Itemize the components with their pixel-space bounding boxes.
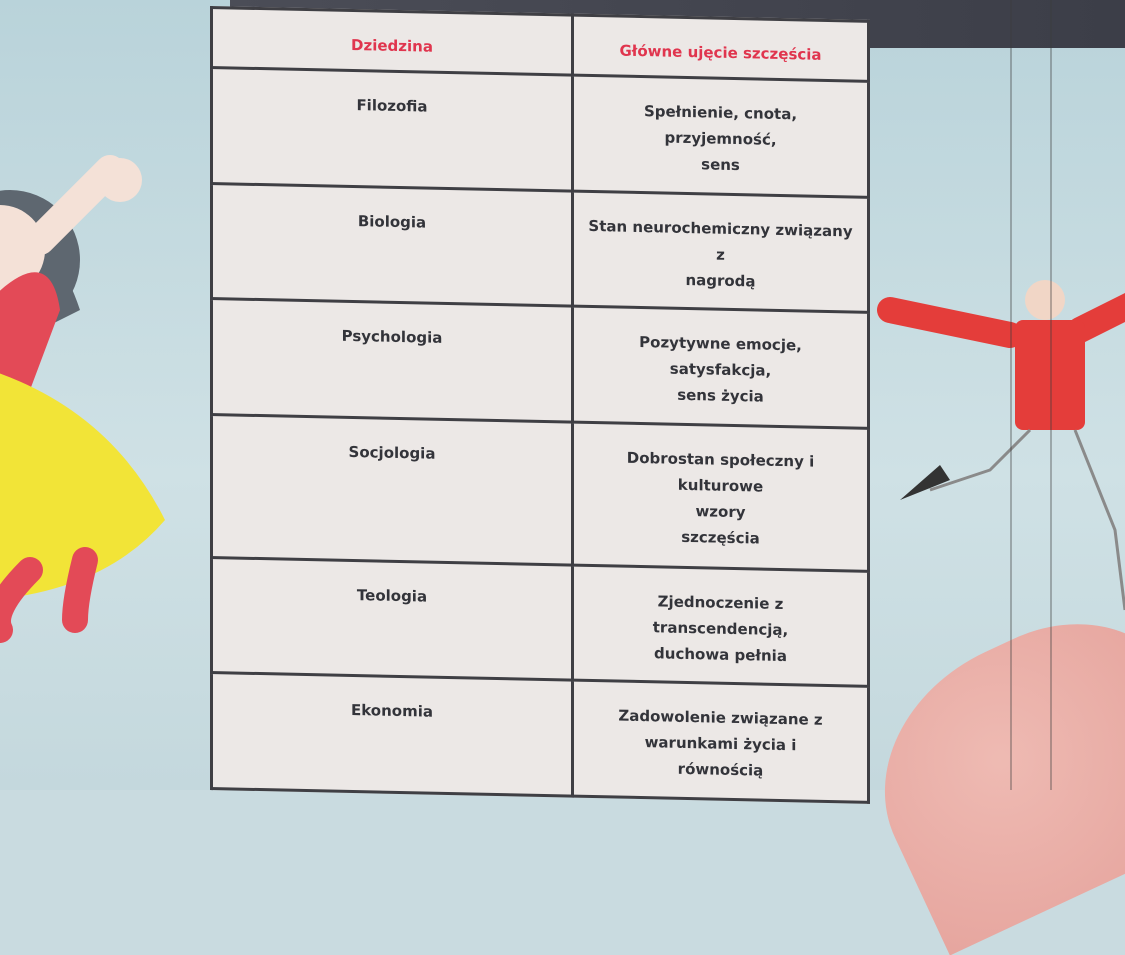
- domain-cell: Teologia: [212, 557, 573, 680]
- concept-cell: Pozytywne emocje, satysfakcja, sens życia: [573, 306, 869, 428]
- concept-cell: Zjednoczenie z transcendencją, duchowa pełnia: [573, 565, 869, 687]
- table-row: [212, 183, 869, 312]
- cable: [1010, 0, 1012, 790]
- domain-cell: Ekonomia: [212, 673, 573, 796]
- table-row: [212, 68, 869, 197]
- table-row: [212, 673, 869, 802]
- header-domain: Dziedzina: [212, 8, 573, 76]
- girl-illustration: [0, 0, 230, 790]
- happiness-table: [210, 6, 870, 804]
- domain-cell: Psychologia: [212, 299, 573, 422]
- table-row: [212, 557, 869, 686]
- domain-cell: Socjologia: [212, 414, 573, 565]
- table-row: [212, 299, 869, 428]
- header-concept: Główne ujęcie szczęścia: [573, 15, 869, 82]
- concept-cell: Dobrostan społeczny i kulturowe wzory szczęścia: [573, 422, 869, 571]
- domain-cell: Filozofia: [212, 68, 573, 191]
- table-row: [212, 414, 869, 571]
- cable: [1050, 0, 1052, 790]
- concept-cell: Spełnienie, cnota, przyjemność, sens: [573, 75, 869, 197]
- concept-cell: Stan neurochemiczny związany z nagrodą: [573, 191, 869, 313]
- concept-cell: Zadowolenie związane z warunkami życia i równością: [573, 681, 869, 803]
- domain-cell: Biologia: [212, 183, 573, 306]
